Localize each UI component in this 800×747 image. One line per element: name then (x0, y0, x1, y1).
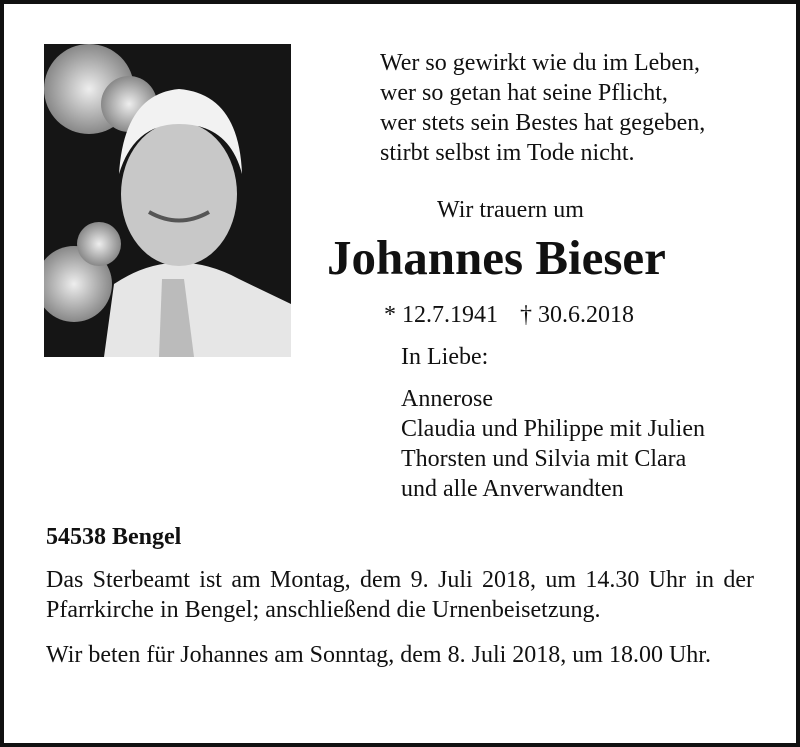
family-member: Thorsten und Silvia mit Clara (401, 446, 687, 472)
family-list (401, 384, 705, 504)
family-member: Annerose (401, 386, 493, 412)
death-date: † 30.6.2018 (520, 302, 634, 328)
poem-line: wer so getan hat seine Pflicht, (380, 80, 668, 106)
deceased-name: Johannes Bieser (327, 230, 666, 285)
life-dates (384, 300, 656, 330)
family-member: Claudia und Philippe mit Julien (401, 416, 705, 442)
poem-line: Wer so gewirkt wie du im Leben, (380, 50, 700, 76)
intro-text: Wir trauern um (437, 197, 584, 223)
poem-line: wer stets sein Bestes hat gegeben, (380, 110, 706, 136)
poem-line: stirbt selbst im Tode nicht. (380, 140, 635, 166)
funeral-info: Das Sterbeamt ist am Montag, dem 9. Juli 2018, um 14.30 Uhr in der Pfarrkirche in Bengel; anschließend die Urnenbeisetzung. (46, 567, 754, 623)
in-love-label: In Liebe: (401, 344, 489, 370)
city: 54538 Bengel (46, 524, 182, 550)
prayer-info: Wir beten für Johannes am Sonntag, dem 8. Juli 2018, um 18.00 Uhr. (46, 642, 711, 668)
birth-date: * 12.7.1941 (384, 302, 498, 328)
family-member: und alle Anverwandten (401, 476, 624, 502)
portrait-photo (44, 44, 291, 357)
poem (380, 48, 705, 168)
